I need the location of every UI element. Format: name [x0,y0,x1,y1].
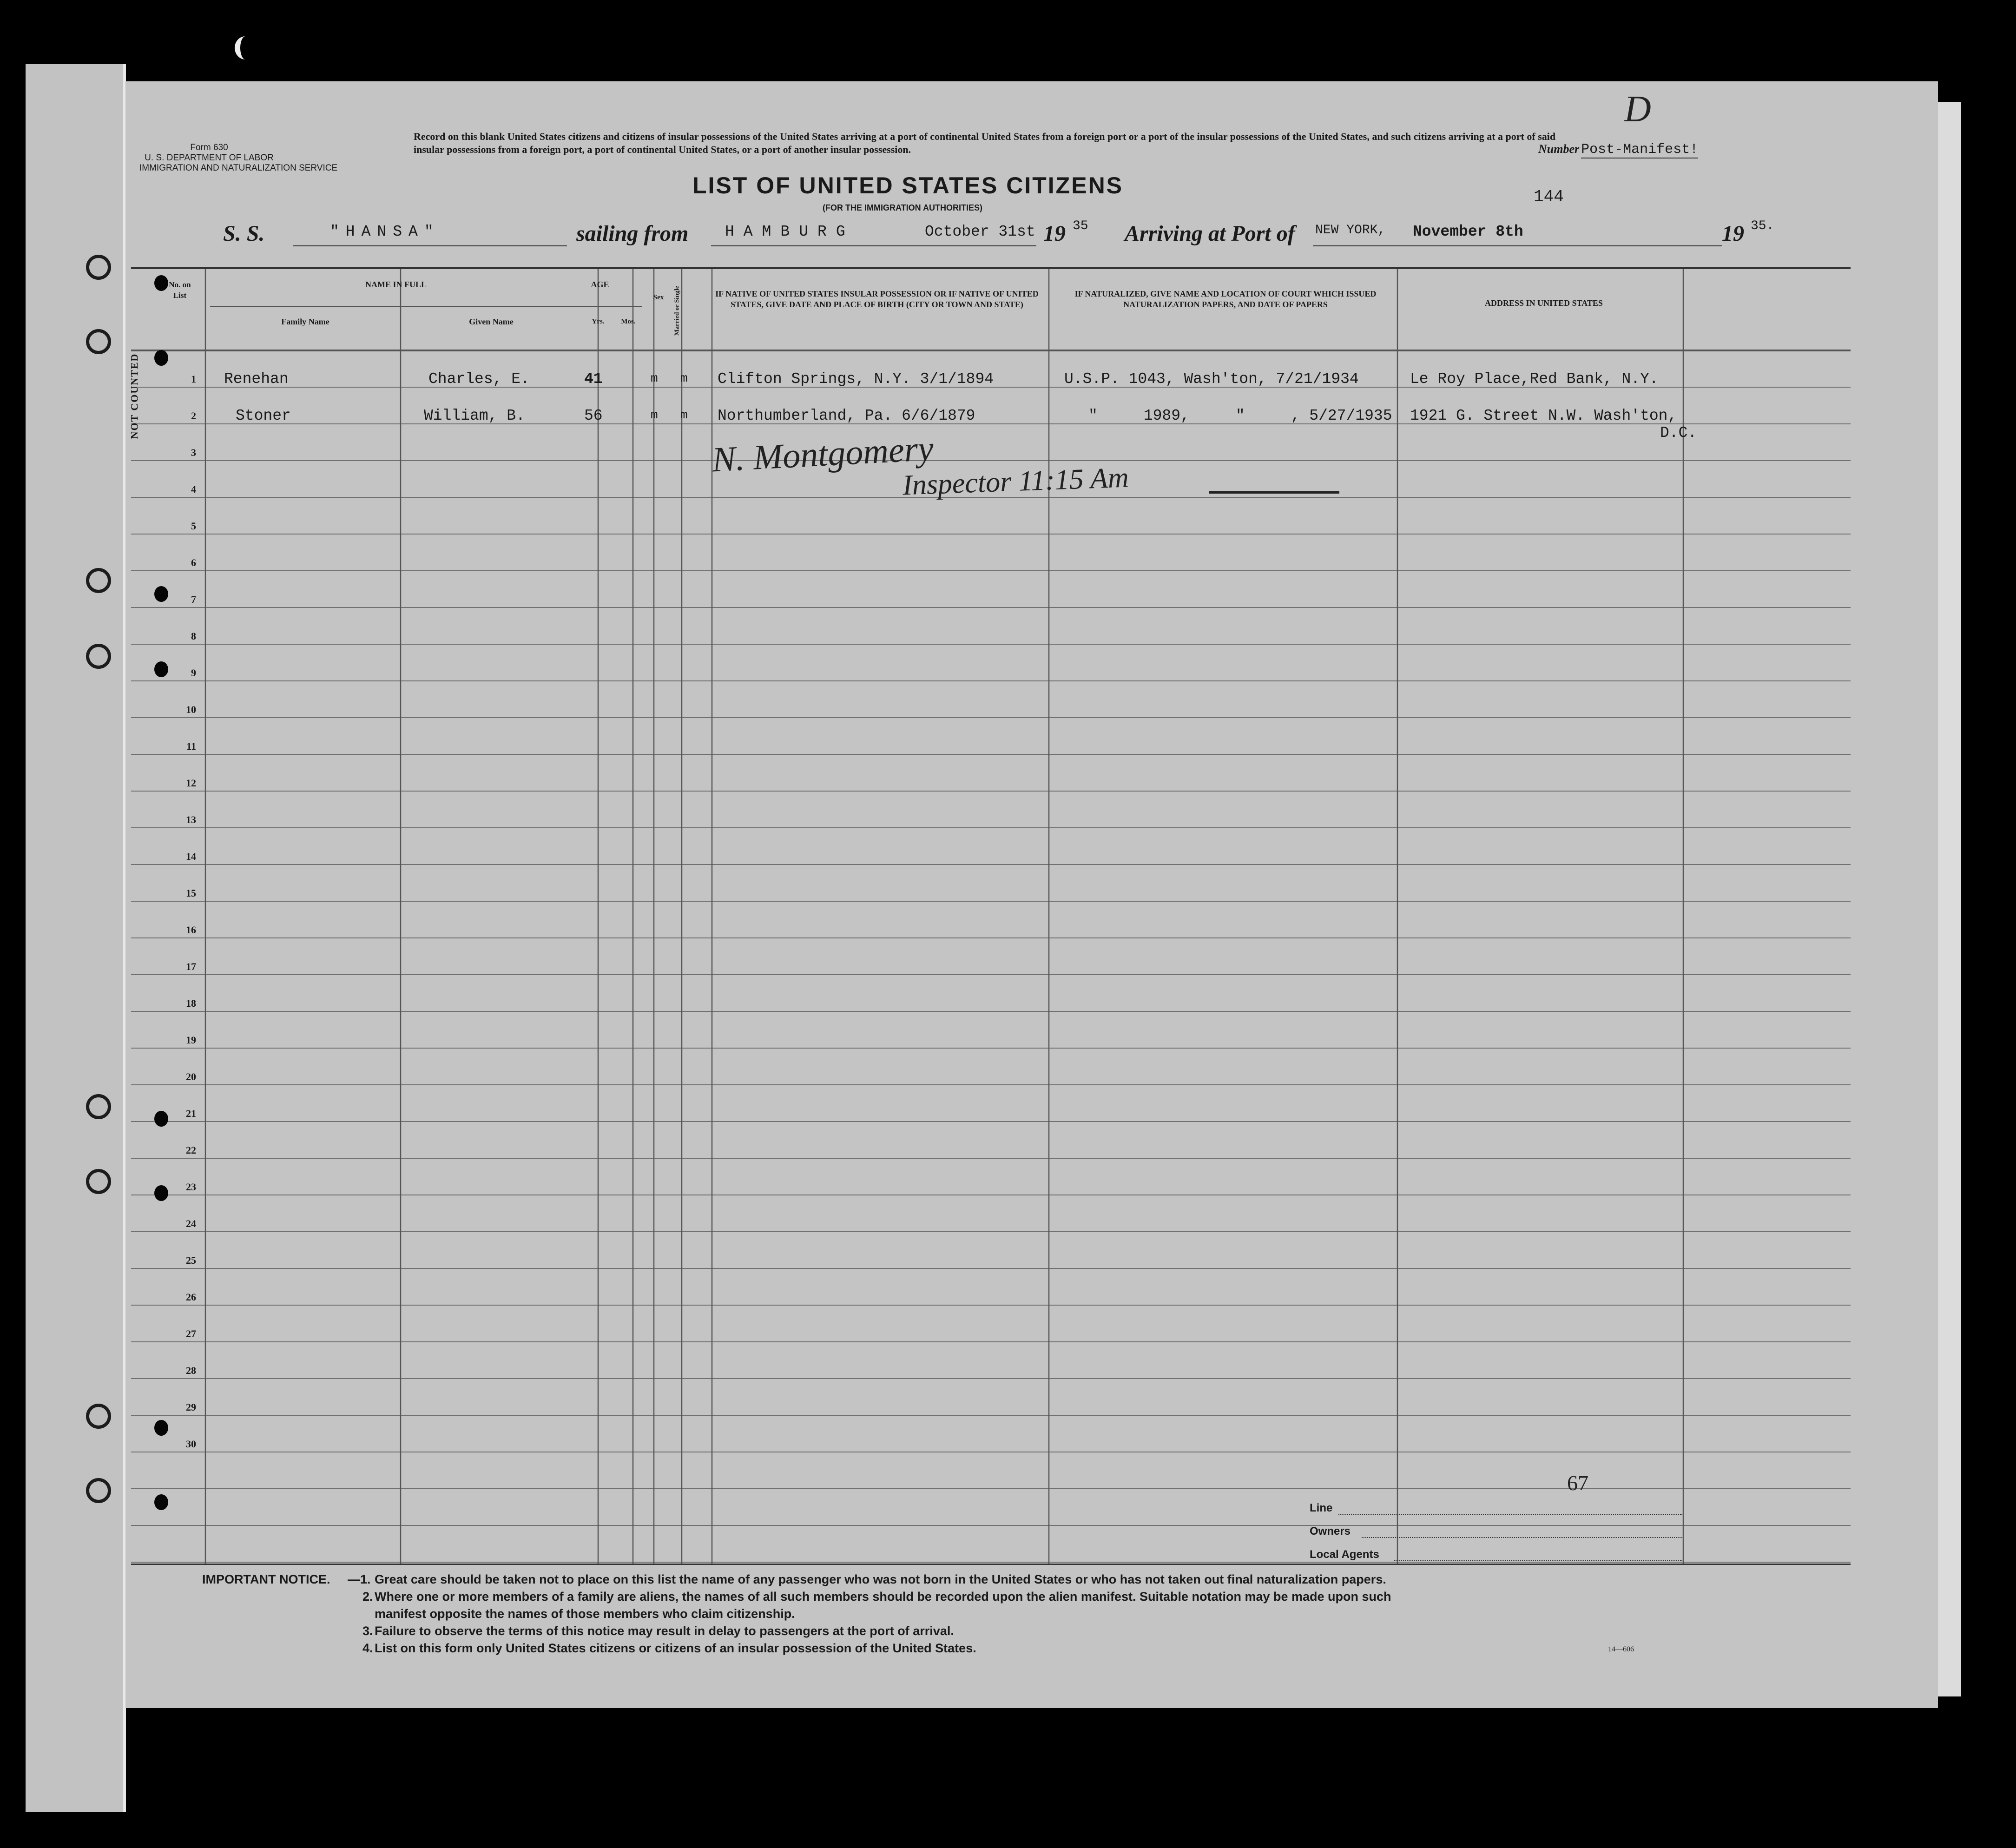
binder-hole-icon [86,644,111,669]
passenger-address: 1921 G. Street N.W. Wash'ton, [1410,407,1677,424]
inspector-underline [1209,491,1339,494]
department-name: U. S. DEPARTMENT OF LABOR [145,153,274,163]
arrival-year-prefix: 19 [1722,221,1744,246]
row-number: 6 [191,557,196,568]
line-label: Line [1310,1502,1333,1514]
notice-title: IMPORTANT NOTICE. [202,1572,330,1586]
passenger-age: 56 [584,407,603,424]
row-number: 9 [191,667,196,679]
row-number: 20 [186,1071,196,1082]
binder-strip [26,64,126,1812]
punch-hole-icon [154,275,168,291]
binder-hole-icon [86,568,111,593]
inspector-note: Inspector 11:15 Am [902,462,1129,502]
header-address: ADDRESS IN UNITED STATES [1485,298,1603,308]
passenger-naturalization: U.S.P. 1043, Wash'ton, 7/21/1934 [1064,370,1359,388]
row-number: 29 [186,1401,196,1413]
row-number: 8 [191,630,196,642]
service-name: IMMIGRATION AND NATURALIZATION SERVICE [139,163,338,173]
notice-text: Failure to observe the terms of this notice may result in delay to passengers at the port of arrival. [375,1624,954,1638]
row-number: 26 [186,1291,196,1303]
arrival-port: NEW YORK, [1315,223,1386,238]
passenger-given-name: Charles, E. [428,370,530,388]
passenger-family-name: Stoner [236,407,291,424]
page-edge [1936,102,1961,1696]
binder-hole-icon [86,329,111,354]
notice-number: —1. [348,1572,371,1586]
row-number: 22 [186,1144,196,1156]
not-counted-stamp: NOT COUNTED [128,353,140,439]
passenger-address: Le Roy Place,Red Bank, N.Y. [1410,370,1659,388]
owners-label: Owners [1310,1525,1351,1538]
row-number: 11 [186,740,196,752]
departure-year-prefix: 19 [1043,221,1066,246]
form-agency-block [139,143,338,173]
row-number: 10 [186,704,196,715]
notice-text: manifest opposite the names of those members who claim citizenship. [375,1607,795,1621]
punch-hole-icon [154,350,168,366]
row-number: 4 [191,483,196,495]
sailing-underline [711,245,1036,246]
punch-hole-icon [154,1111,168,1127]
header-given-name: Given Name [469,317,514,326]
arrival-year: 35. [1751,219,1774,233]
row-number: 5 [191,520,196,532]
sailing-from-port: HAMBURG [725,223,855,240]
page-subtitle: (FOR THE IMMIGRATION AUTHORITIES) [823,203,982,212]
row-number: 15 [186,887,196,899]
owners-underline [1362,1537,1682,1538]
form-instruction: Record on this blank United States citizens and citizens of insular possessions of the United States arriving at a port of continental United States from a foreign port or a port of the insular possessions of the United States, and such citizens arriving at a port of said insular possessions from a foreign port, a port of continental United States, or a port of another insular possession. [414,131,1556,155]
passenger-sex: m [651,371,658,385]
notice-text: List on this form only United States citizens or citizens of an insular possession of the United States. [375,1641,976,1655]
passenger-sex: m [651,408,658,422]
ss-label: S. S. [223,221,265,246]
row-number: 7 [191,594,196,605]
punch-hole-icon [154,1185,168,1201]
row-number: 18 [186,997,196,1009]
ship-name: "HANSA" [330,223,440,240]
binder-hole-icon [86,1094,111,1119]
binder-hole-icon [86,255,111,280]
ledger-table [128,267,1851,1565]
punch-hole-icon [154,661,168,677]
notice-number: 3. [362,1624,373,1638]
departure-date: October 31st [925,223,1035,240]
table-rules [131,269,1851,1564]
row-number: 24 [186,1218,196,1229]
page-title: LIST OF UNITED STATES CITIZENS [692,172,1124,198]
row-number: 28 [186,1365,196,1376]
punch-hole-icon [154,1420,168,1436]
row-number: 1 [191,373,196,385]
arrival-underline [1313,245,1722,246]
header-family-name: Family Name [281,317,329,326]
form-number: Form 630 [190,143,228,152]
line-underline [1338,1514,1682,1515]
row-number: 30 [186,1438,196,1450]
row-number: 2 [191,410,196,422]
header-age-yrs: Yrs. [592,318,605,325]
row-number: 25 [186,1254,196,1266]
inspector-signature: N. Montgomery [711,429,935,480]
header-birth: IF NATIVE OF UNITED STATES INSULAR POSSESSION OR IF NATIVE OF UNITED STATES, GIVE DATE AND PLACE OF BIRTH (CITY OR TOWN AND STATE) [715,289,1039,309]
number-label: Number [1538,142,1580,156]
passenger-naturalization: " 1989, " , 5/27/1935 [1088,407,1392,424]
number-field [1538,142,1698,158]
row-number: 23 [186,1181,196,1193]
row-number: 14 [186,851,196,862]
arriving-label: Arriving at Port of [1125,221,1295,246]
header-naturalization: IF NATURALIZED, GIVE NAME AND LOCATION OF COURT WHICH ISSUED NATURALIZATION PAPERS, AND DATE OF PAPERS [1074,289,1377,309]
passenger-address-line2: D.C. [1660,424,1697,442]
binder-hole-icon [86,1169,111,1194]
header-age-mos: Mos. [621,318,636,325]
passenger-age: 41 [584,370,603,388]
page-number: 67 [1567,1471,1588,1495]
passenger-given-name: William, B. [424,407,525,424]
passenger-birth: Northumberland, Pa. 6/6/1879 [718,407,975,424]
header-sex: Sex [653,294,664,301]
sheet-number: 144 [1534,187,1564,206]
passenger-birth: Clifton Springs, N.Y. 3/1/1894 [718,370,994,388]
punch-hole-icon [154,586,168,602]
row-number: 12 [186,777,196,789]
row-number: 27 [186,1328,196,1340]
row-number: 17 [186,961,196,972]
row-number: 19 [186,1034,196,1046]
row-number: 13 [186,814,196,825]
punch-hole-icon [154,1494,168,1510]
form-code: 14—606 [1608,1645,1634,1653]
sailing-from-label: sailing from [576,221,689,246]
local-agents-underline [1394,1560,1682,1561]
row-number: 21 [186,1108,196,1119]
header-no-on-list: No. on List [169,280,191,300]
passenger-marital: m [680,371,688,385]
passenger-family-name: Renehan [224,370,289,388]
departure-year: 35 [1073,219,1088,233]
header-married-single: Married or Single [673,285,681,336]
header-name-in-full: NAME IN FULL [365,280,427,289]
arrival-date: November 8th [1413,223,1523,240]
binder-hole-icon [86,1478,111,1503]
ship-underline [293,245,567,246]
row-number: 3 [191,447,196,458]
corner-mark: D [1624,89,1651,130]
local-agents-label: Local Agents [1310,1548,1379,1561]
row-number: 16 [186,924,196,936]
notice-number: 4. [362,1641,373,1655]
paper-corner-mark [235,36,256,59]
notice-text: Where one or more members of a family are aliens, the names of all such members should be recorded upon the alien manifest. Suitable notation may be made upon such [375,1590,1391,1604]
notice-number: 2. [362,1590,373,1604]
binder-hole-icon [86,1404,111,1429]
manifest-page [125,81,1938,1708]
notice-text: Great care should be taken not to place on this list the name of any passenger who was not born in the United States or who has not taken out final naturalization papers. [375,1572,1386,1586]
header-age: AGE [591,280,609,289]
number-value: Post-Manifest! [1581,142,1699,158]
passenger-marital: m [680,408,688,422]
